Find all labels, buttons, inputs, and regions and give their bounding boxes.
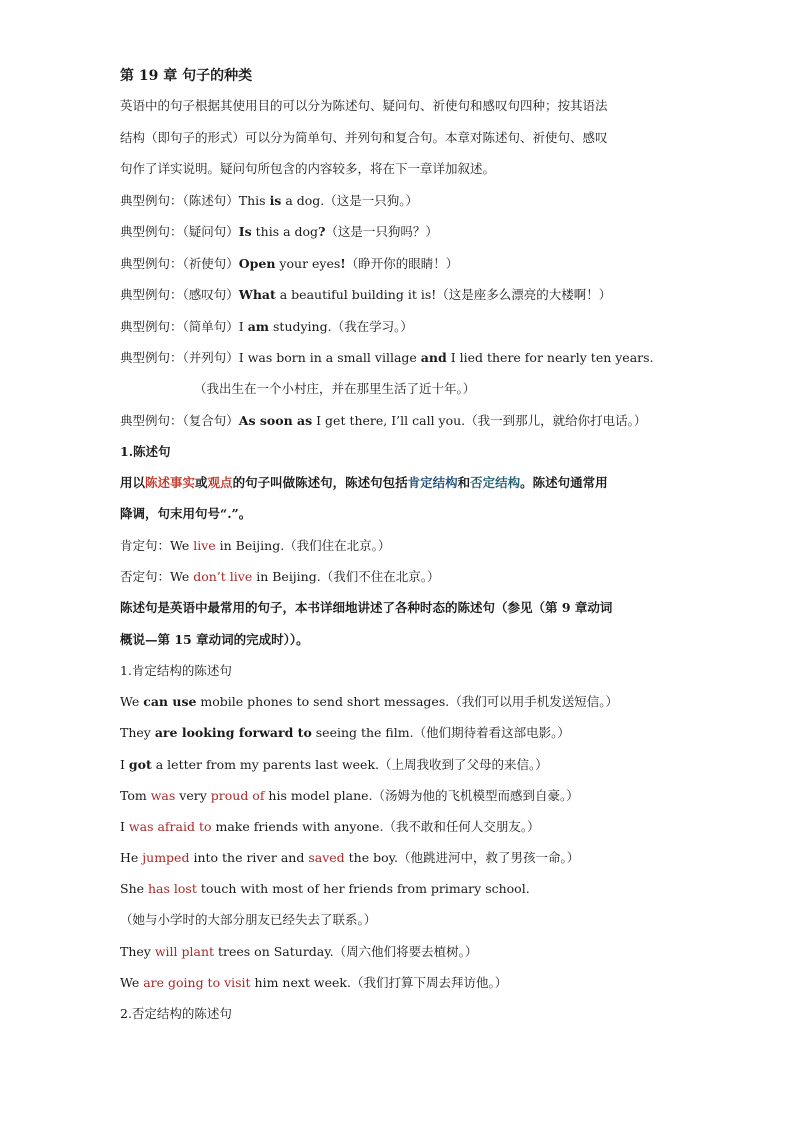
negative-example: 否定句：We don’t live in Beijing.（我们不住在北京。） bbox=[120, 569, 440, 584]
declarative-note-1: 陈述句是英语中最常用的句子，本书详细地讲述了各种时态的陈述句（参见（第 9 章动词 bbox=[120, 600, 613, 615]
intro-line-2: 结构（即句子的形式）可以分为简单句、并列句和复合句。本章对陈述句、祈使句、感叹 bbox=[120, 130, 608, 145]
affirmative-sentence-4: Tom was very proud of his model plane.（汤姆为他的飞机模型而感到自豪。） bbox=[120, 788, 579, 803]
example-compound-translation: （我出生在一个小村庄，并在那里生活了近十年。） bbox=[194, 381, 476, 396]
example-compound: 典型例句：（并列句）I was born in a small village and I lied there for nearly ten years. bbox=[120, 350, 654, 365]
declarative-definition-1: 用以陈述事实或观点的句子叫做陈述句，陈述句包括肯定结构和否定结构。陈述句通常用 bbox=[120, 475, 608, 490]
declarative-definition-2: 降调，句末用句号“.”。 bbox=[120, 506, 252, 521]
chapter-title: 第 19 章 句子的种类 bbox=[120, 68, 253, 84]
affirmative-sentence-7-translation: （她与小学时的大部分朋友已经失去了联系。） bbox=[120, 912, 377, 927]
example-exclamatory: 典型例句：（感叹句）What a beautiful building it is!（这是座多么漂亮的大楼啊！） bbox=[120, 287, 612, 302]
affirmative-example: 肯定句：We live in Beijing.（我们住在北京。） bbox=[120, 538, 391, 553]
subheading-affirmative: 1.肯定结构的陈述句 bbox=[120, 663, 232, 678]
declarative-note-2: 概说—第 15 章动词的完成时））。 bbox=[120, 632, 309, 647]
affirmative-sentence-8: They will plant trees on Saturday.（周六他们将要去植树。） bbox=[120, 944, 478, 959]
example-declarative: 典型例句：（陈述句）This is a dog.（这是一只狗。） bbox=[120, 193, 419, 208]
affirmative-sentence-1: We can use mobile phones to send short messages.（我们可以用手机发送短信。） bbox=[120, 694, 618, 709]
section-heading-declarative: 1.陈述句 bbox=[120, 444, 171, 459]
affirmative-sentence-5: I was afraid to make friends with anyone.（我不敢和任何人交朋友。） bbox=[120, 819, 540, 834]
affirmative-sentence-7: She has lost touch with most of her friends from primary school. bbox=[120, 881, 530, 896]
example-simple: 典型例句：（简单句）I am studying.（我在学习。） bbox=[120, 319, 413, 334]
affirmative-sentence-2: They are looking forward to seeing the film.（他们期待着看这部电影。） bbox=[120, 725, 570, 740]
example-complex: 典型例句：（复合句）As soon as I get there, I’ll call you.（我一到那儿，就给你打电话。） bbox=[120, 413, 647, 428]
example-imperative: 典型例句：（祈使句）Open your eyes!（睁开你的眼睛！） bbox=[120, 256, 459, 271]
intro-line-3: 句作了详实说明。疑问句所包含的内容较多，将在下一章详加叙述。 bbox=[120, 161, 496, 176]
affirmative-sentence-3: I got a letter from my parents last week.（上周我收到了父母的来信。） bbox=[120, 757, 548, 772]
example-interrogative: 典型例句：（疑问句）Is this a dog?（这是一只狗吗？） bbox=[120, 224, 438, 239]
affirmative-sentence-6: He jumped into the river and saved the boy.（他跳进河中，救了男孩一命。） bbox=[120, 850, 580, 865]
subheading-negative: 2.否定结构的陈述句 bbox=[120, 1006, 232, 1021]
affirmative-sentence-9: We are going to visit him next week.（我们打算下周去拜访他。） bbox=[120, 975, 508, 990]
intro-line-1: 英语中的句子根据其使用目的可以分为陈述句、疑问句、祈使句和感叹句四种；按其语法 bbox=[120, 98, 608, 113]
